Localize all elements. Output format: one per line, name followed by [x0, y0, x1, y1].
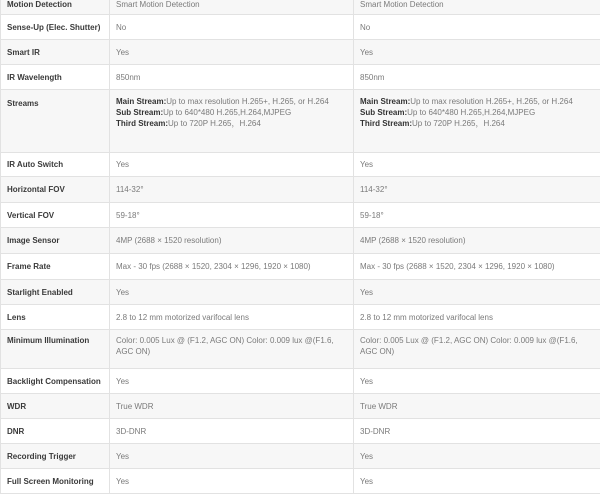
- row-value-col2: True WDR: [354, 394, 600, 419]
- third-stream-line: [116, 118, 349, 129]
- row-label: Motion Detection: [1, 0, 110, 15]
- main-stream-value: Up to max resolution H.265+, H.265, or H.264: [410, 97, 573, 106]
- main-stream-line: [116, 96, 349, 107]
- main-stream-value: Up to max resolution H.265+, H.265, or H.264: [166, 97, 329, 106]
- row-value-col2: 850nm: [354, 65, 600, 90]
- row-value-col1: Yes: [110, 280, 354, 305]
- row-label: Image Sensor: [1, 228, 110, 254]
- sub-stream-line: [360, 107, 596, 118]
- row-value-col2: Yes: [354, 444, 600, 469]
- table-row: [1, 305, 600, 330]
- streams-value-col2: [354, 90, 600, 153]
- sub-stream-value: Up to 640*480 H.265,H.264,MJPEG: [407, 108, 535, 117]
- row-value-col2: 3D-DNR: [354, 419, 600, 444]
- row-value-col1: 3D-DNR: [110, 419, 354, 444]
- table-row: [1, 369, 600, 394]
- row-label: Backlight Compensation: [1, 369, 110, 394]
- row-value-col1: Yes: [110, 153, 354, 177]
- row-label: WDR: [1, 394, 110, 419]
- table-row: [1, 153, 600, 177]
- row-value-col2: 4MP (2688 × 1520 resolution): [354, 228, 600, 254]
- row-value-col1: Max - 30 fps (2688 × 1520, 2304 × 1296, 1920 × 1080): [110, 254, 354, 280]
- row-value-col1: No: [110, 15, 354, 40]
- row-value-col1: True WDR: [110, 394, 354, 419]
- row-value-col1: 59-18°: [110, 203, 354, 228]
- row-label: Frame Rate: [1, 254, 110, 280]
- table-row: [1, 330, 600, 369]
- table-row: [1, 228, 600, 254]
- table-row: [1, 15, 600, 40]
- row-value-col2: Yes: [354, 40, 600, 65]
- streams-value-col1: [110, 90, 354, 153]
- row-value-col2: Yes: [354, 153, 600, 177]
- row-value-col1: Yes: [110, 40, 354, 65]
- third-stream-value: Up to 720P H.265，H.264: [412, 119, 505, 128]
- row-label: Sense-Up (Elec. Shutter): [1, 15, 110, 40]
- table-row: [1, 469, 600, 494]
- row-label: Minimum Illumination: [1, 330, 110, 369]
- main-stream-line: [360, 96, 596, 107]
- row-value-col1: 2.8 to 12 mm motorized varifocal lens: [110, 305, 354, 330]
- table-row: [1, 280, 600, 305]
- third-stream-label: Third Stream:: [360, 119, 412, 128]
- row-value-col1: 850nm: [110, 65, 354, 90]
- row-value-col1: Color: 0.005 Lux @ (F1.2, AGC ON) Color: 0.009 lux @(F1.6, AGC ON): [110, 330, 354, 369]
- third-stream-value: Up to 720P H.265，H.264: [168, 119, 261, 128]
- row-label: Recording Trigger: [1, 444, 110, 469]
- row-value-col2: 59-18°: [354, 203, 600, 228]
- sub-stream-value: Up to 640*480 H.265,H.264,MJPEG: [163, 108, 291, 117]
- row-value-col1: Yes: [110, 444, 354, 469]
- row-value-col1: 4MP (2688 × 1520 resolution): [110, 228, 354, 254]
- table-row-streams: [1, 90, 600, 153]
- table-row: [1, 0, 600, 15]
- row-label: Starlight Enabled: [1, 280, 110, 305]
- row-label: DNR: [1, 419, 110, 444]
- table-row: [1, 419, 600, 444]
- row-value-col2: Yes: [354, 369, 600, 394]
- sub-stream-line: [116, 107, 349, 118]
- row-label: Horizontal FOV: [1, 177, 110, 203]
- row-label: IR Wavelength: [1, 65, 110, 90]
- table-row: [1, 203, 600, 228]
- third-stream-label: Third Stream:: [116, 119, 168, 128]
- row-label: IR Auto Switch: [1, 153, 110, 177]
- row-value-col2: 2.8 to 12 mm motorized varifocal lens: [354, 305, 600, 330]
- row-label: Smart IR: [1, 40, 110, 65]
- row-value-col2: No: [354, 15, 600, 40]
- main-stream-label: Main Stream:: [116, 97, 166, 106]
- sub-stream-label: Sub Stream:: [116, 108, 163, 117]
- main-stream-label: Main Stream:: [360, 97, 410, 106]
- table-row: [1, 177, 600, 203]
- row-label: Vertical FOV: [1, 203, 110, 228]
- row-label: Lens: [1, 305, 110, 330]
- row-value-col2: Max - 30 fps (2688 × 1520, 2304 × 1296, 1920 × 1080): [354, 254, 600, 280]
- row-value-col1: 114-32°: [110, 177, 354, 203]
- row-label: Full Screen Monitoring: [1, 469, 110, 494]
- row-value-col2: 114-32°: [354, 177, 600, 203]
- table-row: [1, 65, 600, 90]
- third-stream-line: [360, 118, 596, 129]
- table-row: [1, 40, 600, 65]
- row-value-col2: Smart Motion Detection: [354, 0, 600, 15]
- row-value-col2: Yes: [354, 469, 600, 494]
- row-value-col2: Color: 0.005 Lux @ (F1.2, AGC ON) Color: 0.009 lux @(F1.6, AGC ON): [354, 330, 600, 369]
- row-value-col2: Yes: [354, 280, 600, 305]
- table-row: [1, 444, 600, 469]
- table-row: [1, 254, 600, 280]
- table-row: [1, 394, 600, 419]
- row-value-col1: Smart Motion Detection: [110, 0, 354, 15]
- row-value-col1: Yes: [110, 469, 354, 494]
- row-value-col1: Yes: [110, 369, 354, 394]
- row-label: Streams: [1, 90, 110, 153]
- sub-stream-label: Sub Stream:: [360, 108, 407, 117]
